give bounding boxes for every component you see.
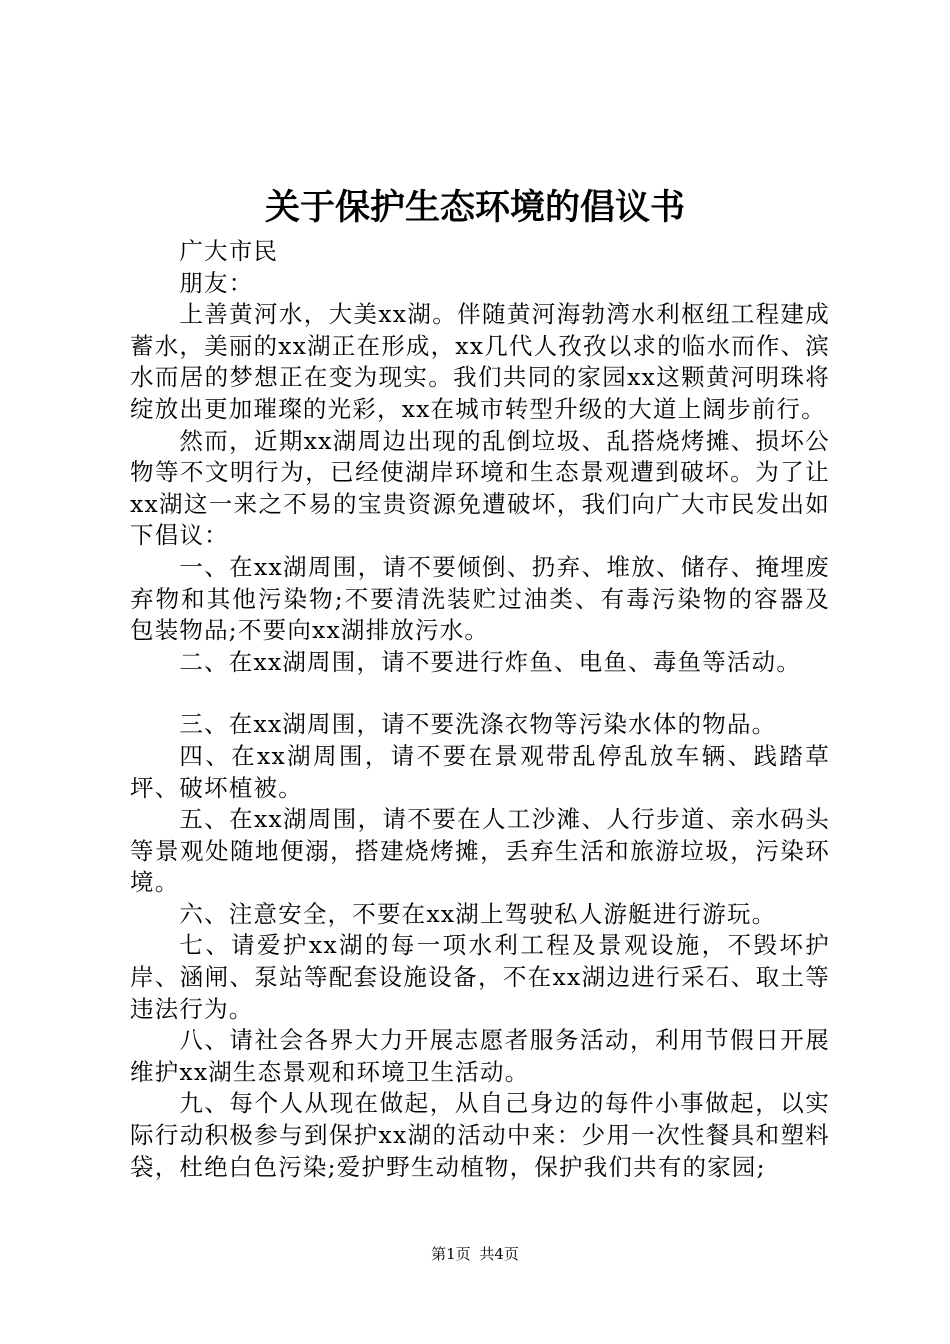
page-number: 第1页 — [431, 1245, 471, 1263]
page-total: 共4页 — [479, 1245, 519, 1263]
document-body — [130, 236, 830, 1183]
proposal-item: 八、请社会各界大力开展志愿者服务活动，利用节假日开展维护xx湖生态景观和环境卫生活动。 — [130, 1026, 830, 1086]
proposal-item: 九、每个人从现在做起，从自己身边的每件小事做起，以实际行动积极参与到保护xx湖的活动中来：少用一次性餐具和塑料袋，杜绝白色污染;爱护野生动植物，保护我们共有的家园; — [130, 1089, 830, 1181]
document-title: 关于保护生态环境的倡议书 — [264, 188, 685, 228]
proposal-item: 五、在xx湖周围，请不要在人工沙滩、人行步道、亲水码头等景观处随地便溺，搭建烧烤摊，丢弃生活和旅游垃圾，污染环境。 — [130, 805, 830, 897]
body-paragraph: 上善黄河水，大美xx湖。伴随黄河海勃湾水利枢纽工程建成蓄水，美丽的xx湖正在形成，xx几代人孜孜以求的临水而作、滨水而居的梦想正在变为现实。我们共同的家园xx这颗黄河明珠将绽放出更加璀璨的光彩，xx在城市转型升级的大道上阔步前行。 — [130, 300, 831, 423]
salutation-line: 广大市民 — [179, 237, 279, 265]
proposal-item: 四、在xx湖周围，请不要在景观带乱停乱放车辆、践踏草坪、破坏植被。 — [130, 741, 830, 802]
proposal-item: 七、请爱护xx湖的每一项水利工程及景观设施，不毁坏护岸、涵闸、泵站等配套设施设备，不在xx湖边进行采石、取土等违法行为。 — [130, 931, 830, 1023]
proposal-item: 二、在xx湖周围，请不要进行炸鱼、电鱼、毒鱼等活动。 — [179, 647, 802, 676]
salutation-line: 朋友： — [179, 268, 254, 297]
proposal-item: 一、在xx湖周围，请不要倾倒、扔弃、堆放、储存、掩埋废弃物和其他污染物;不要清洗装贮过油类、有毒污染物的容器及包装物品;不要向xx湖排放污水。 — [130, 552, 830, 645]
page-footer — [0, 1244, 950, 1264]
proposal-item: 六、注意安全，不要在xx湖上驾驶私人游艇进行游玩。 — [179, 899, 777, 928]
proposal-item: 三、在xx湖周围，请不要洗涤衣物等污染水体的物品。 — [179, 710, 777, 739]
body-paragraph: 然而，近期xx湖周边出现的乱倒垃圾、乱搭烧烤摊、损坏公物等不文明行为，已经使湖岸环境和生态景观遭到破坏。为了让xx湖这一来之不易的宝贵资源免遭破坏，我们向广大市民发出如下倡议： — [130, 426, 830, 550]
